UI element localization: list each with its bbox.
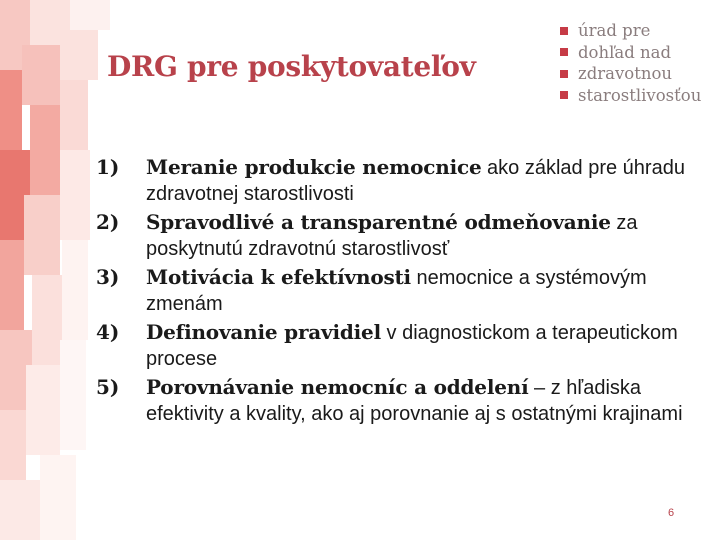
- logo-text: dohľad nad: [578, 42, 672, 62]
- logo-square-icon: [560, 48, 568, 56]
- list-item-number: 1): [96, 155, 120, 179]
- logo-text: úrad pre: [578, 21, 651, 41]
- agency-logo: [560, 20, 701, 106]
- list-item-text: – z hľadiska efektivity a kvality, ako aj porovnanie aj s ostatnými krajinami: [146, 377, 683, 425]
- list-item: [96, 155, 696, 207]
- list-item: [96, 210, 696, 262]
- list-item-text: ako základ pre úhradu zdravotnej starostlivosti: [146, 157, 685, 205]
- logo-line: [560, 63, 701, 85]
- list-item-number: 2): [96, 210, 120, 234]
- list-item: [96, 320, 696, 372]
- list-item-bold-text: Meranie produkcie nemocnice: [146, 155, 482, 179]
- logo-square-icon: [560, 27, 568, 35]
- list-item: [96, 265, 696, 317]
- list-item: [96, 375, 696, 427]
- list-item-text: v diagnostickom a terapeutickom procese: [146, 322, 678, 370]
- list-item-text: nemocnice a systémovým zmenám: [146, 267, 647, 315]
- logo-text: zdravotnou: [578, 64, 673, 84]
- list-item-bold-text: Porovnávanie nemocníc a oddelení: [146, 375, 529, 399]
- logo-text: starostlivosťou: [578, 85, 702, 105]
- slide-title: DRG pre poskytovateľov: [107, 50, 476, 83]
- page-number: 6: [668, 507, 675, 519]
- logo-square-icon: [560, 70, 568, 78]
- list-item-bold-text: Spravodlivé a transparentné odmeňovanie: [146, 210, 611, 234]
- numbered-list: [96, 155, 696, 430]
- list-item-bold-text: Definovanie pravidiel: [146, 320, 381, 344]
- logo-square-icon: [560, 91, 568, 99]
- logo-line: [560, 42, 701, 64]
- list-item-text: za poskytnutú zdravotnú starostlivosť: [146, 212, 638, 260]
- list-item-number: 4): [96, 320, 120, 344]
- list-item-number: 3): [96, 265, 120, 289]
- decorative-mosaic-strip: [0, 0, 110, 540]
- list-item-bold-text: Motivácia k efektívnosti: [146, 265, 411, 289]
- logo-line: [560, 85, 701, 107]
- logo-line: [560, 20, 701, 42]
- list-item-number: 5): [96, 375, 120, 399]
